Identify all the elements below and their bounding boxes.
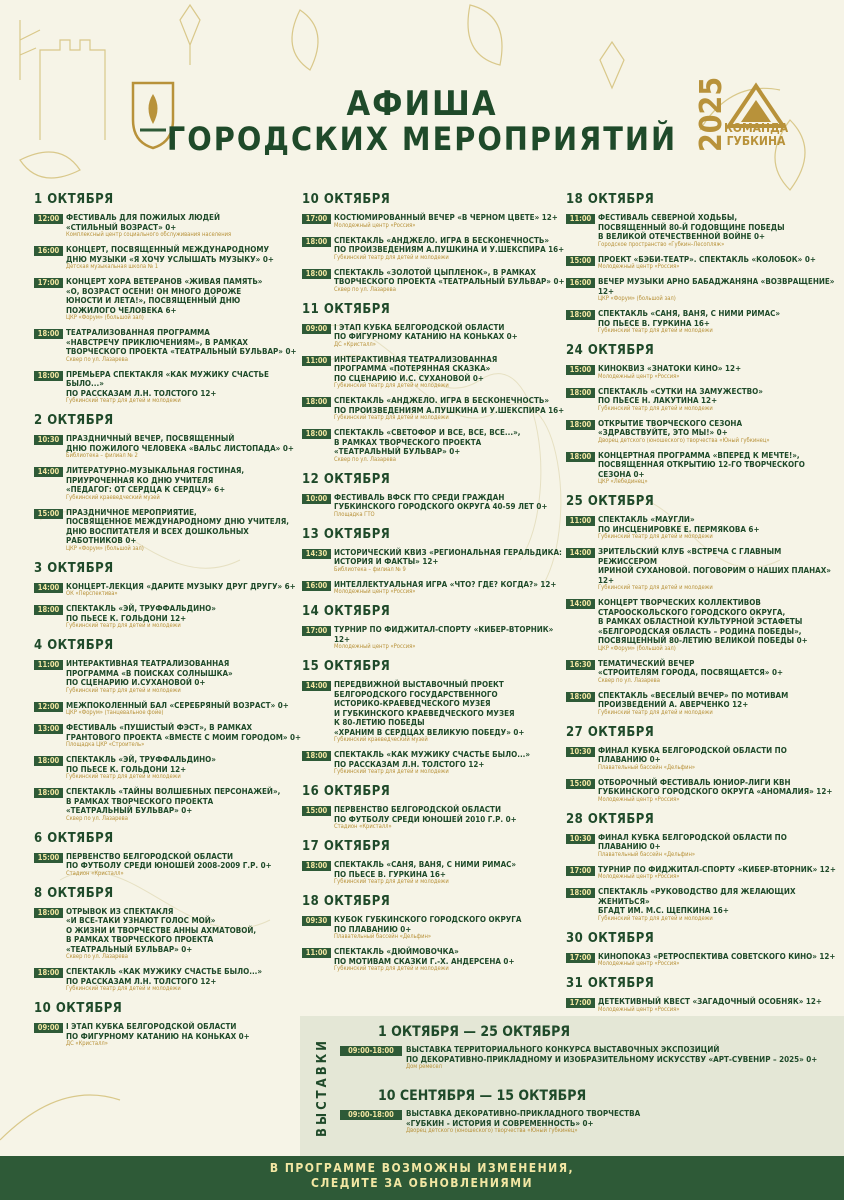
event-title: КОНЦЕРТ, ПОСВЯЩЕННЫЙ МЕЖДУНАРОДНОМУ ДНЮ МУЗЫКИ «Я ХОЧУ УСЛЫШАТЬ МУЗЫКУ» 0+ bbox=[66, 245, 274, 264]
event-item bbox=[566, 746, 838, 772]
event-title: ТУРНИР ПО ФИДЖИТАЛ-СПОРТУ «КИБЕР-ВТОРНИК» 12+ bbox=[334, 625, 554, 644]
event-venue: Губкинский театр для детей и молодежи bbox=[598, 405, 713, 412]
event-venue: Комплексный центр социального обслуживания населения bbox=[66, 232, 232, 238]
event-venue: Губкинский театр для детей и молодежи bbox=[66, 986, 181, 992]
event-title: КОНЦЕРТ-ЛЕКЦИЯ «ДАРИТЕ МУЗЫКУ ДРУГ ДРУГУ» 6+ bbox=[66, 581, 296, 591]
event-time-badge: 10:30 bbox=[566, 834, 595, 844]
event-title: ФЕСТИВАЛЬ ВФСК ГТО СРЕДИ ГРАЖДАН ГУБКИНСКОГО ГОРОДСКОГО ОКРУГА 40-59 ЛЕТ 0+ bbox=[334, 492, 548, 511]
event-time-badge: 12:00 bbox=[34, 702, 63, 712]
date-heading: 1 ОКТЯБРЯ bbox=[34, 192, 114, 207]
event-title: ТЕМАТИЧЕСКИЙ ВЕЧЕР «СТРОИТЕЛЯМ ГОРОДА, ПОСВЯЩАЕТСЯ» 0+ bbox=[598, 658, 783, 677]
event-title: ФИНАЛ КУБКА БЕЛГОРОДСКОЙ ОБЛАСТИ ПО ПЛАВАНИЮ 0+ bbox=[598, 832, 787, 851]
event-venue: ЦКР «Форум» (большой зал) bbox=[66, 545, 144, 552]
date-heading: 17 ОКТЯБРЯ bbox=[302, 839, 391, 854]
event-time-badge: 15:00 bbox=[302, 806, 331, 816]
event-time-badge: 18:00 bbox=[302, 861, 331, 871]
date-heading: 2 ОКТЯБРЯ bbox=[34, 413, 114, 428]
event-title: СПЕКТАКЛЬ «КАК МУЖИКУ СЧАСТЬЕ БЫЛО...» ПО РАССКАЗАМ Л.Н. ТОЛСТОГО 12+ bbox=[66, 967, 263, 986]
exhibition-block bbox=[340, 1024, 830, 1071]
event-venue: Губкинский театр для детей и молодежи bbox=[334, 383, 449, 389]
event-venue: ДС «Кристалл» bbox=[66, 1041, 108, 1047]
event-time-badge: 14:00 bbox=[34, 467, 63, 477]
event-item bbox=[566, 833, 838, 859]
event-venue: ЦКР «Форум» (большой зал) bbox=[66, 315, 144, 321]
event-time-badge: 10:30 bbox=[34, 435, 63, 445]
event-venue: Губкинский театр для детей и молодежи bbox=[598, 585, 713, 591]
exhibition-dates: 1 ОКТЯБРЯ — 25 ОКТЯБРЯ bbox=[378, 1024, 571, 1040]
event-venue: Библиотека – филиал № 9 bbox=[334, 566, 406, 573]
event-title: ТЕАТРАЛИЗОВАННАЯ ПРОГРАММА «НАВСТРЕЧУ ПРИКЛЮЧЕНИЯМ», В РАМКАХ ТВОРЧЕСКОГО ПРОЕКТА «ТЕАТРАЛЬНЫЙ БУЛЬВАР» 0+ bbox=[66, 328, 297, 356]
event-title: СПЕКТАКЛЬ «ЗОЛОТОЙ ЦЫПЛЕНОК», В РАМКАХ ТВОРЧЕСКОГО ПРОЕКТА «ТЕАТРАЛЬНЫЙ БУЛЬВАР» 0+ bbox=[334, 267, 565, 286]
event-time-badge: 09:00 bbox=[302, 324, 331, 334]
footer-notice: В ПРОГРАММЕ ВОЗМОЖНЫ ИЗМЕНЕНИЯ, СЛЕДИТЕ ЗА ОБНОВЛЕНИЯМИ bbox=[269, 1161, 575, 1190]
event-item bbox=[566, 277, 838, 303]
event-title: ПРАЗДНИЧНОЕ МЕРОПРИЯТИЕ, ПОСВЯЩЕННОЕ МЕЖДУНАРОДНОМУ ДНЮ УЧИТЕЛЯ, ДНЮ ВОСПИТАТЕЛЯ И ВСЕХ ДОШКОЛЬНЫХ РАБОТНИКОВ 0+ bbox=[66, 507, 289, 545]
event-time-badge: 18:00 bbox=[34, 788, 63, 798]
event-time-badge: 16:30 bbox=[566, 660, 595, 670]
event-time-badge: 11:00 bbox=[302, 356, 331, 366]
date-heading: 10 ОКТЯБРЯ bbox=[302, 192, 391, 207]
date-heading: 10 ОКТЯБРЯ bbox=[34, 1001, 123, 1016]
event-venue: Сквер по ул. Лазарева bbox=[334, 456, 396, 463]
year-label: 2025 bbox=[694, 76, 729, 152]
event-venue: ДС «Кристалл» bbox=[334, 341, 376, 348]
event-title: СПЕКТАКЛЬ «МАУГЛИ» ПО ИНСЦЕНИРОВКЕ Е. ПЕРМЯКОВА 6+ bbox=[598, 515, 760, 534]
event-item bbox=[566, 997, 838, 1014]
event-time-badge: 16:00 bbox=[34, 246, 63, 256]
event-title: СПЕКТАКЛЬ «СУТКИ НА ЗАМУЖЕСТВО» ПО ПЬЕСЕ Н. ЛАКУТИНА 12+ bbox=[598, 386, 763, 405]
event-time-badge: 15:00 bbox=[566, 365, 595, 375]
event-time-badge: 14:00 bbox=[566, 548, 595, 558]
event-venue: Плавательный бассейн «Дельфин» bbox=[598, 851, 696, 858]
event-item bbox=[566, 659, 838, 685]
event-venue: Губкинский театр для детей и молодежи bbox=[598, 709, 713, 716]
event-time-badge: 11:00 bbox=[566, 214, 595, 224]
event-item bbox=[566, 887, 838, 923]
event-title: ЗРИТЕЛЬСКИЙ КЛУБ «ВСТРЕЧА С ГЛАВНЫМ РЕЖИССЕРОМ ИРИНОЙ СУХАНОВОЙ. ПОГОВОРИМ О НАШИХ ПЛАНАХ» 12+ bbox=[598, 547, 831, 585]
event-item bbox=[34, 582, 302, 599]
event-time-badge: 18:00 bbox=[302, 751, 331, 761]
event-item bbox=[34, 852, 302, 878]
event-venue: Сквер по ул. Лазарева bbox=[598, 677, 660, 684]
event-venue: Плавательный бассейн «Дельфин» bbox=[598, 764, 696, 771]
event-time-badge: 11:00 bbox=[34, 660, 63, 670]
event-item bbox=[566, 364, 838, 381]
event-title: КОНЦЕРТНАЯ ПРОГРАММА «ВПЕРЕД К МЕЧТЕ!», ПОСВЯЩЕННАЯ ОТКРЫТИЮ 12-ГО ТВОРЧЕСКОГО СЕЗОНА 0+ bbox=[598, 450, 805, 479]
event-venue: Детская музыкальная школа № 1 bbox=[66, 264, 159, 270]
event-item bbox=[302, 680, 566, 744]
event-time-badge: 18:00 bbox=[302, 397, 331, 407]
event-item bbox=[34, 370, 302, 406]
event-time-badge: 18:00 bbox=[34, 908, 63, 918]
event-title: КИНОПОКАЗ «РЕТРОСПЕКТИВА СОВЕТСКОГО КИНО» 12+ bbox=[598, 951, 836, 961]
event-time-badge: 09:00-18:00 bbox=[340, 1110, 402, 1120]
event-venue: Молодежный центр «Россия» bbox=[334, 222, 416, 229]
event-item bbox=[34, 701, 302, 718]
date-heading: 27 ОКТЯБРЯ bbox=[566, 724, 655, 740]
event-item bbox=[34, 967, 302, 993]
event-title: СПЕКТАКЛЬ «САНЯ, ВАНЯ, С НИМИ РИМАС» ПО ПЬЕСЕ В. ГУРКИНА 16+ bbox=[598, 309, 781, 328]
date-heading: 13 ОКТЯБРЯ bbox=[302, 526, 391, 542]
event-title: ТУРНИР ПО ФИДЖИТАЛ-СПОРТУ «КИБЕР-ВТОРНИК» 12+ bbox=[598, 864, 836, 874]
event-title: ДЕТЕКТИВНЫЙ КВЕСТ «ЗАГАДОЧНЫЙ ОСОБНЯК» 12+ bbox=[598, 997, 822, 1006]
event-title: КОНЦЕРТ ХОРА ВЕТЕРАНОВ «ЖИВАЯ ПАМЯТЬ» «О, ВОЗРАСТ ОСЕНИ! ОН МНОГО ДОРОЖЕ ЮНОСТИ И ЛЕТА!», ПОСВЯЩЕННЫЙ ДНЮ ПОЖИЛОГО ЧЕЛОВЕКА 6+ bbox=[66, 277, 263, 315]
event-time-badge: 18:00 bbox=[302, 429, 331, 439]
date-heading: 8 ОКТЯБРЯ bbox=[34, 885, 114, 901]
branch-icon bbox=[0, 1095, 120, 1140]
event-title: ФЕСТИВАЛЬ СЕВЕРНОЙ ХОДЬБЫ, ПОСВЯЩЕННЫЙ 80-Й ГОДОВЩИНЕ ПОБЕДЫ В ВЕЛИКОЙ ОТЕЧЕСТВЕННОЙ ВОЙНЕ 0+ bbox=[598, 213, 785, 241]
event-item bbox=[34, 723, 302, 749]
event-venue: Молодежный центр «Россия» bbox=[598, 264, 680, 270]
event-item bbox=[302, 548, 566, 574]
event-item bbox=[302, 268, 566, 294]
event-time-badge: 14:00 bbox=[34, 583, 63, 593]
event-title: ФИНАЛ КУБКА БЕЛГОРОДСКОЙ ОБЛАСТИ ПО ПЛАВАНИЮ 0+ bbox=[598, 745, 787, 764]
event-time-badge: 11:00 bbox=[566, 516, 595, 526]
event-item bbox=[302, 625, 566, 651]
event-venue: Дом ремесел bbox=[406, 1064, 442, 1070]
date-heading: 18 ОКТЯБРЯ bbox=[302, 894, 391, 909]
event-time-badge: 17:00 bbox=[302, 214, 331, 224]
event-venue: Сквер по ул. Лазарева bbox=[66, 356, 128, 363]
event-item bbox=[566, 691, 838, 717]
event-item bbox=[566, 309, 838, 335]
event-time-badge: 18:00 bbox=[34, 756, 63, 766]
event-item bbox=[34, 328, 302, 364]
event-item bbox=[302, 323, 566, 349]
schedule-column-1 bbox=[34, 190, 302, 1054]
event-item bbox=[302, 428, 566, 464]
event-venue: Молодежный центр «Россия» bbox=[598, 961, 680, 967]
event-title: СПЕКТАКЛЬ «КАК МУЖИКУ СЧАСТЬЕ БЫЛО...» ПО РАССКАЗАМ Л.Н. ТОЛСТОГО 12+ bbox=[334, 750, 531, 769]
event-time-badge: 15:00 bbox=[34, 853, 63, 863]
event-item bbox=[566, 778, 838, 804]
event-venue: ЦКР «Лебединец» bbox=[598, 479, 648, 485]
event-title: СПЕКТАКЛЬ «ЭЙ, ТРУФФАЛЬДИНО» ПО ПЬЕСЕ К. ГОЛЬДОНИ 12+ bbox=[66, 755, 216, 774]
event-time-badge: 18:00 bbox=[302, 269, 331, 279]
event-time-badge: 10:30 bbox=[566, 747, 595, 757]
header bbox=[0, 0, 844, 190]
event-time-badge: 13:00 bbox=[34, 724, 63, 734]
event-title: КУБОК ГУБКИНСКОГО ГОРОДСКОГО ОКРУГА ПО ПЛАВАНИЮ 0+ bbox=[334, 915, 522, 934]
event-venue: Сквер по ул. Лазарева bbox=[334, 286, 396, 293]
event-time-badge: 14:00 bbox=[566, 599, 595, 609]
event-venue: ЦКР «Форум» (большой зал) bbox=[598, 296, 676, 302]
event-item bbox=[34, 508, 302, 553]
event-item bbox=[566, 387, 838, 413]
event-venue: Сквер по ул. Лазарева bbox=[66, 815, 128, 822]
event-venue: Сквер по ул. Лазарева bbox=[66, 954, 128, 960]
event-item bbox=[302, 493, 566, 519]
date-heading: 12 ОКТЯБРЯ bbox=[302, 471, 391, 487]
date-heading: 18 ОКТЯБРЯ bbox=[566, 192, 655, 207]
event-time-badge: 11:00 bbox=[302, 948, 331, 958]
event-title: ИНТЕРАКТИВНАЯ ТЕАТРАЛИЗОВАННАЯ ПРОГРАММА «ПОТЕРЯННАЯ СКАЗКА» ПО СЦЕНАРИЮ И.С. СУХАНОВОЙ 0+ bbox=[334, 354, 498, 383]
event-time-badge: 12:00 bbox=[34, 214, 63, 224]
event-title: ПЕРВЕНСТВО БЕЛГОРОДСКОЙ ОБЛАСТИ ПО ФУТБОЛУ СРЕДИ ЮНОШЕЙ 2008-2009 Г.Р. 0+ bbox=[66, 851, 272, 870]
event-item bbox=[34, 245, 302, 271]
event-time-badge: 18:00 bbox=[34, 968, 63, 978]
event-time-badge: 18:00 bbox=[34, 329, 63, 339]
event-item bbox=[34, 755, 302, 781]
event-time-badge: 15:00 bbox=[34, 509, 63, 519]
event-item bbox=[566, 255, 838, 272]
event-title: СПЕКТАКЛЬ «ЭЙ, ТРУФФАЛЬДИНО» ПО ПЬЕСЕ К. ГОЛЬДОНИ 12+ bbox=[66, 604, 216, 623]
event-title: МЕЖПОКОЛЕННЫЙ БАЛ «СЕРЕБРЯНЫЙ ВОЗРАСТ» 0+ bbox=[66, 700, 289, 710]
event-venue: Губкинский театр для детей и молодежи bbox=[598, 915, 713, 922]
event-venue: Губкинский театр для детей и молодежи bbox=[334, 966, 449, 972]
event-venue: Площадка ГТО bbox=[334, 511, 375, 518]
event-title: ПРОЕКТ «БЭБИ-ТЕАТР». СПЕКТАКЛЬ «КОЛОБОК» 0+ bbox=[598, 254, 816, 264]
date-heading: 30 ОКТЯБРЯ bbox=[566, 930, 655, 946]
event-time-badge: 18:00 bbox=[566, 420, 595, 430]
event-venue: Губкинский театр для детей и молодежи bbox=[66, 398, 181, 404]
event-venue: Молодежный центр «Россия» bbox=[598, 1006, 680, 1013]
event-item bbox=[34, 434, 302, 460]
event-venue: Губкинский краеведческий музей bbox=[334, 737, 428, 743]
schedule-column-2 bbox=[302, 190, 566, 979]
event-item bbox=[566, 547, 838, 592]
event-title: СПЕКТАКЛЬ «САНЯ, ВАНЯ, С НИМИ РИМАС» ПО ПЬЕСЕ В. ГУРКИНА 16+ bbox=[334, 860, 517, 879]
event-item bbox=[566, 598, 838, 653]
event-title: СПЕКТАКЛЬ «АНДЖЕЛО. ИГРА В БЕСКОНЕЧНОСТЬ» ПО ПРОИЗВЕДЕНИЯМ А.ПУШКИНА И У.ШЕКСПИРА 16+ bbox=[334, 396, 565, 415]
date-heading: 11 ОКТЯБРЯ bbox=[302, 301, 391, 317]
event-title: ПРЕМЬЕРА СПЕКТАКЛЯ «КАК МУЖИКУ СЧАСТЬЕ БЫЛО...» ПО РАССКАЗАМ Л.Н. ТОЛСТОГО 12+ bbox=[66, 369, 269, 398]
event-time-badge: 16:00 bbox=[566, 278, 595, 288]
event-item bbox=[302, 213, 566, 230]
event-title: ФЕСТИВАЛЬ «ПУШИСТЫЙ ФЭСТ», В РАМКАХ ГРАНТОВОГО ПРОЕКТА «ВМЕСТЕ С МОИМ ГОРОДОМ» 0+ bbox=[66, 723, 302, 742]
event-venue: Стадион «Кристалл» bbox=[334, 824, 392, 830]
event-venue: Дворец детского (юношеского) творчества «Юный губкинец» bbox=[406, 1128, 578, 1134]
event-venue: Молодежный центр «Россия» bbox=[598, 373, 680, 380]
event-time-badge: 18:00 bbox=[566, 452, 595, 462]
event-venue: Губкинский театр для детей и молодежи bbox=[66, 623, 181, 629]
schedule-column-3 bbox=[566, 190, 838, 1052]
event-title: I ЭТАП КУБКА БЕЛГОРОДСКОЙ ОБЛАСТИ ПО ФИГУРНОМУ КАТАНИЮ НА КОНЬКАХ 0+ bbox=[66, 1022, 250, 1041]
event-item bbox=[302, 355, 566, 391]
event-venue: Губкинский театр для детей и молодежи bbox=[66, 774, 181, 780]
event-title: КОНЦЕРТ ТВОРЧЕСКИХ КОЛЛЕКТИВОВ СТАРООСКОЛЬСКОГО ГОРОДСКОГО ОКРУГА, В РАМКАХ ОБЛАСТНОЙ КУЛЬТУРНОЙ ЭСТАФЕТЫ «БЕЛГОРОДСКАЯ ОБЛАСТЬ – РОДИНА ПОБЕДЫ», ПОСВЯЩЕННЫЙ 80-ЛЕТИЮ ВЕЛИКОЙ ПОБЕДЫ 0+ bbox=[598, 598, 808, 645]
date-heading: 3 ОКТЯБРЯ bbox=[34, 560, 114, 576]
exhibitions-label bbox=[303, 1030, 337, 1150]
event-item bbox=[302, 580, 566, 597]
event-item bbox=[34, 213, 302, 239]
event-time-badge: 14:30 bbox=[302, 549, 331, 559]
event-item bbox=[302, 236, 566, 262]
event-time-badge: 09:00 bbox=[34, 1023, 63, 1033]
event-title: СПЕКТАКЛЬ «ТАЙНЫ ВОЛШЕБНЫХ ПЕРСОНАЖЕЙ», В РАМКАХ ТВОРЧЕСКОГО ПРОЕКТА «ТЕАТРАЛЬНЫЙ БУЛЬВАР» 0+ bbox=[66, 787, 281, 815]
event-item bbox=[302, 860, 566, 886]
date-heading: 16 ОКТЯБРЯ bbox=[302, 784, 391, 799]
exhibitions-label-text: ВЫСТАВКИ bbox=[314, 1038, 330, 1137]
event-time-badge: 18:00 bbox=[34, 371, 63, 381]
event-item bbox=[34, 604, 302, 630]
event-item bbox=[34, 659, 302, 695]
event-venue: Губкинский краеведческий музей bbox=[66, 494, 160, 501]
event-time-badge: 17:00 bbox=[566, 953, 595, 963]
event-title: ВЫСТАВКА ТЕРРИТОРИАЛЬНОГО КОНКУРСА ВЫСТАВОЧНЫХ ЭКСПОЗИЦИЙ ПО ДЕКОРАТИВНО-ПРИКЛАДНОМУ И ИЗОБРАЗИТЕЛЬНОМУ ИСКУССТВУ «АРТ-СУВЕНИР – 2025» 0+ bbox=[406, 1045, 818, 1064]
event-venue: ЦКР «Форум» (большой зал) bbox=[598, 645, 676, 652]
event-item bbox=[302, 805, 566, 831]
event-time-badge: 10:00 bbox=[302, 494, 331, 504]
event-venue: Губкинский театр для детей и молодежи bbox=[598, 534, 713, 540]
event-item bbox=[566, 213, 838, 249]
event-item bbox=[34, 277, 302, 322]
event-title: ПЕРВЕНСТВО БЕЛГОРОДСКОЙ ОБЛАСТИ ПО ФУТБОЛУ СРЕДИ ЮНОШЕЙ 2010 Г.Р. 0+ bbox=[334, 805, 517, 824]
event-venue: ЦКР «Форум» (танцевальное фойе) bbox=[66, 710, 164, 716]
event-title: ПЕРЕДВИЖНОЙ ВЫСТАВОЧНЫЙ ПРОЕКТ БЕЛГОРОДСКОГО ГОСУДАРСТВЕННОГО ИСТОРИКО-КРАЕВЕДЧЕСКОГО МУЗЕЯ И ГУБКИНСКОГО КРАЕВЕДЧЕСКОГО МУЗЕЯ К 80-ЛЕТИЮ ПОБЕДЫ «ХРАНИМ В СЕРДЦАХ ВЕЛИКУЮ ПОБЕДУ» 0+ bbox=[334, 680, 525, 737]
date-heading: 31 ОКТЯБРЯ bbox=[566, 976, 655, 991]
event-venue: Библиотека – филиал № 2 bbox=[66, 453, 138, 459]
date-heading: 15 ОКТЯБРЯ bbox=[302, 659, 391, 674]
event-time-badge: 18:00 bbox=[566, 888, 595, 898]
date-heading: 4 ОКТЯБРЯ bbox=[34, 638, 114, 653]
event-title: ПРАЗДНИЧНЫЙ ВЕЧЕР, ПОСВЯЩЕННЫЙ ДНЮ ПОЖИЛОГО ЧЕЛОВЕКА «ВАЛЬС ЛИСТОПАДА» 0+ bbox=[66, 434, 294, 453]
event-time-badge: 16:00 bbox=[302, 581, 331, 591]
event-venue: Губкинский театр для детей и молодежи bbox=[66, 687, 181, 694]
event-title: КИНОКВИЗ «ЗНАТОКИ КИНО» 12+ bbox=[598, 364, 742, 373]
team-name-line1: КОМАНДА bbox=[723, 121, 789, 135]
event-title: СПЕКТАКЛЬ «СВЕТОФОР И ВСЕ, ВСЕ, ВСЕ...», В РАМКАХ ТВОРЧЕСКОГО ПРОЕКТА «ТЕАТРАЛЬНЫЙ БУЛЬВАР» 0+ bbox=[334, 428, 521, 456]
event-time-badge: 18:00 bbox=[302, 237, 331, 247]
date-heading: 24 ОКТЯБРЯ bbox=[566, 343, 655, 358]
event-item bbox=[34, 466, 302, 502]
date-heading: 28 ОКТЯБРЯ bbox=[566, 811, 655, 827]
event-venue: Молодежный центр «Россия» bbox=[334, 589, 416, 595]
event-time-badge: 18:00 bbox=[566, 388, 595, 398]
event-item bbox=[566, 451, 838, 487]
event-title: СПЕКТАКЛЬ «АНДЖЕЛО. ИГРА В БЕСКОНЕЧНОСТЬ» ПО ПРОИЗВЕДЕНИЯМ А.ПУШКИНА И У.ШЕКСПИРА 16+ bbox=[334, 235, 565, 254]
event-venue: Губкинский театр для детей и молодежи bbox=[334, 769, 449, 775]
page-title-line2: ГОРОДСКИХ МЕРОПРИЯТИЙ bbox=[166, 120, 678, 158]
event-time-badge: 15:00 bbox=[566, 256, 595, 266]
event-item bbox=[34, 907, 302, 962]
event-item bbox=[302, 947, 566, 973]
event-title: ОТРЫВОК ИЗ СПЕКТАКЛЯ «И ВСЕ-ТАКИ УЗНАЮТ ГОЛОС МОЙ» О ЖИЗНИ И ТВОРЧЕСТВЕ АННЫ АХМАТОВОЙ, В РАМКАХ ТВОРЧЕСКОГО ПРОЕКТА «ТЕАТРАЛЬНЫЙ БУЛЬВАР» 0+ bbox=[66, 906, 257, 954]
page-title-line1: АФИША bbox=[346, 84, 498, 124]
event-title: ВЕЧЕР МУЗЫКИ АРНО БАБАДЖАНЯНА «ВОЗВРАЩЕНИЕ» 12+ bbox=[598, 277, 835, 296]
exhibition-dates: 10 СЕНТЯБРЯ — 15 ОКТЯБРЯ bbox=[378, 1088, 587, 1104]
event-item bbox=[34, 787, 302, 823]
event-time-badge: 18:00 bbox=[34, 605, 63, 615]
event-title: ОТКРЫТИЕ ТВОРЧЕСКОГО СЕЗОНА «ЗДРАВСТВУЙТЕ, ЭТО МЫ!» 0+ bbox=[598, 418, 743, 437]
event-venue: Стадион «Кристалл» bbox=[66, 870, 124, 877]
event-item bbox=[302, 396, 566, 422]
event-venue: Молодежный центр «Россия» bbox=[598, 874, 680, 880]
exhibition-event bbox=[340, 1045, 830, 1071]
event-venue: Дворец детского (юношеского) творчества «Юный губкинец» bbox=[598, 437, 770, 444]
event-time-badge: 15:00 bbox=[566, 779, 595, 789]
event-time-badge: 17:00 bbox=[302, 626, 331, 636]
event-title: I ЭТАП КУБКА БЕЛГОРОДСКОЙ ОБЛАСТИ ПО ФИГУРНОМУ КАТАНИЮ НА КОНЬКАХ 0+ bbox=[334, 322, 518, 341]
event-title: КОСТЮМИРОВАННЫЙ ВЕЧЕР «В ЧЕРНОМ ЦВЕТЕ» 12+ bbox=[334, 213, 558, 222]
event-item bbox=[34, 1022, 302, 1048]
event-title: ОТБОРОЧНЫЙ ФЕСТИВАЛЬ ЮНИОР-ЛИГИ КВН ГУБКИНСКОГО ГОРОДСКОГО ОКРУГА «АНОМАЛИЯ» 12+ bbox=[598, 777, 833, 796]
event-title: ИНТЕЛЛЕКТУАЛЬНАЯ ИГРА «ЧТО? ГДЕ? КОГДА?» 12+ bbox=[334, 579, 557, 589]
event-title: ФЕСТИВАЛЬ ДЛЯ ПОЖИЛЫХ ЛЮДЕЙ «СТИЛЬНЫЙ ВОЗРАСТ» 0+ bbox=[66, 213, 220, 232]
event-title: ЛИТЕРАТУРНО-МУЗЫКАЛЬНАЯ ГОСТИНАЯ, ПРИУРОЧЕННАЯ КО ДНЮ УЧИТЕЛЯ «ПЕДАГОГ: ОТ СЕРДЦА К СЕРДЦУ» 6+ bbox=[66, 466, 245, 494]
event-time-badge: 14:00 bbox=[302, 681, 331, 691]
event-time-badge: 17:00 bbox=[34, 278, 63, 288]
event-title: ИНТЕРАКТИВНАЯ ТЕАТРАЛИЗОВАННАЯ ПРОГРАММА «В ПОИСКАХ СОЛНЫШКА» ПО СЦЕНАРИЮ И.СУХАНОВОЙ 0+ bbox=[66, 659, 233, 687]
event-time-badge: 17:00 bbox=[566, 998, 595, 1008]
event-title: ИСТОРИЧЕСКИЙ КВИЗ «РЕГИОНАЛЬНАЯ ГЕРАЛЬДИКА: ИСТОРИЯ И ФАКТЫ» 12+ bbox=[334, 547, 562, 566]
event-time-badge: 09:30 bbox=[302, 916, 331, 926]
event-venue: Губкинский театр для детей и молодежи bbox=[334, 879, 449, 885]
event-title: СПЕКТАКЛЬ «ДЮЙМОВОЧКА» ПО МОТИВАМ СКАЗКИ Г.-Х. АНДЕРСЕНА 0+ bbox=[334, 947, 515, 966]
event-item bbox=[566, 952, 838, 969]
event-venue: Городское пространство «Губкин–Лесопляж» bbox=[598, 241, 725, 248]
event-item bbox=[302, 750, 566, 776]
event-time-badge: 18:00 bbox=[566, 692, 595, 702]
exhibition-block bbox=[340, 1088, 830, 1135]
date-heading: 14 ОКТЯБРЯ bbox=[302, 604, 391, 619]
event-time-badge: 17:00 bbox=[566, 866, 595, 876]
event-venue: Площадка ЦКР «Строитель» bbox=[66, 742, 145, 748]
team-name bbox=[716, 122, 796, 148]
event-venue: Губкинский театр для детей и молодежи bbox=[598, 328, 713, 334]
event-title: СПЕКТАКЛЬ «ВЕСЕЛЫЙ ВЕЧЕР» ПО МОТИВАМ ПРОИЗВЕДЕНИЙ А. АВЕРЧЕНКО 12+ bbox=[598, 690, 789, 709]
event-title: СПЕКТАКЛЬ «РУКОВОДСТВО ДЛЯ ЖЕЛАЮЩИХ ЖЕНИТЬСЯ» БГАДТ ИМ. М.С. ЩЕПКИНА 16+ bbox=[598, 887, 796, 915]
event-venue: Молодежный центр «Россия» bbox=[598, 796, 680, 803]
event-time-badge: 09:00-18:00 bbox=[340, 1046, 402, 1056]
event-venue: Губкинский театр для детей и молодежи bbox=[334, 415, 449, 421]
event-time-badge: 18:00 bbox=[566, 310, 595, 320]
event-venue: Губкинский театр для детей и молодежи bbox=[334, 254, 449, 261]
event-item bbox=[566, 419, 838, 445]
event-venue: ОК «Перспектива» bbox=[66, 591, 118, 597]
event-title: ВЫСТАВКА ДЕКОРАТИВНО-ПРИКЛАДНОГО ТВОРЧЕСТВА «ГУБКИН - ИСТОРИЯ И СОВРЕМЕННОСТЬ» 0+ bbox=[406, 1109, 641, 1128]
exhibition-event bbox=[340, 1109, 830, 1135]
event-item bbox=[302, 915, 566, 941]
event-venue: Плавательный бассейн «Дельфин» bbox=[334, 934, 432, 940]
date-heading: 6 ОКТЯБРЯ bbox=[34, 830, 114, 846]
team-name-line2: ГУБКИНА bbox=[726, 134, 786, 148]
date-heading: 25 ОКТЯБРЯ bbox=[566, 494, 655, 509]
event-venue: Молодежный центр «Россия» bbox=[334, 644, 416, 650]
event-item bbox=[566, 515, 838, 541]
event-item bbox=[566, 865, 838, 882]
